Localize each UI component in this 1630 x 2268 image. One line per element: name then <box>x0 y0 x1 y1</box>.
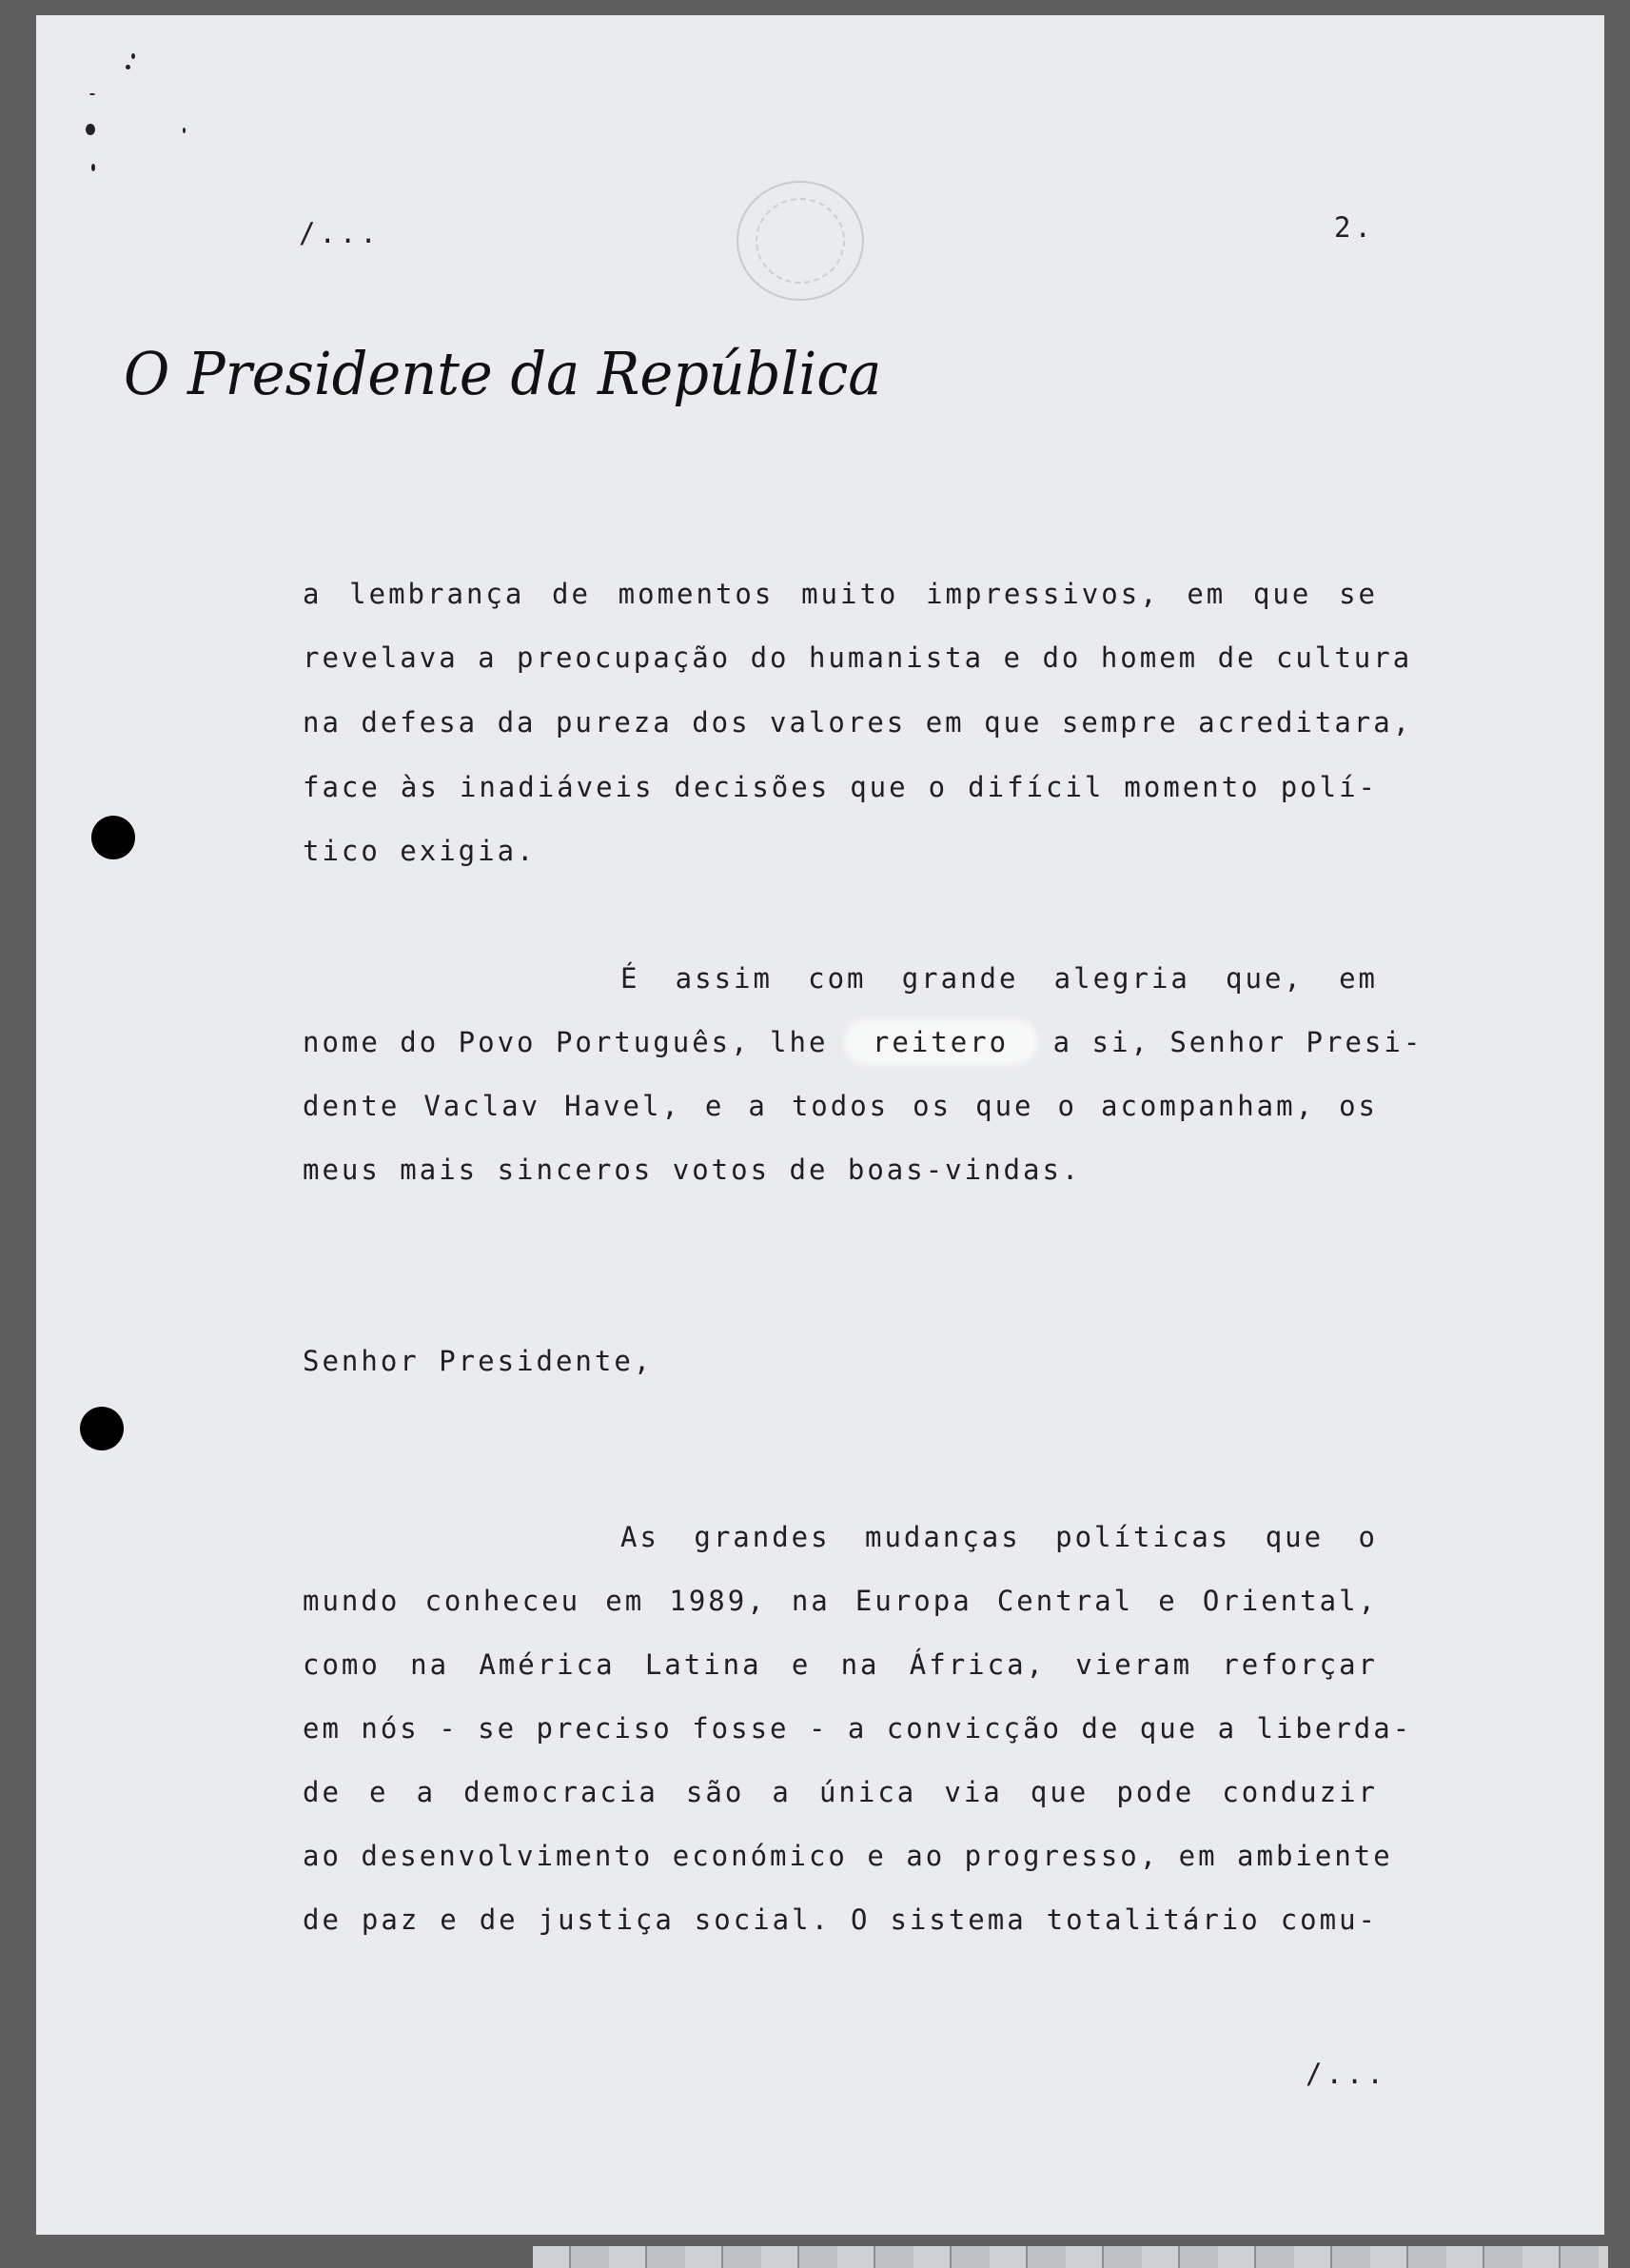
punch-hole-upper <box>91 816 135 859</box>
paragraph1-line: na defesa da pureza dos valores em que sempre acreditara, <box>303 706 1413 739</box>
paragraph2-text-before: nome do Povo Português, lhe <box>303 1026 829 1058</box>
paragraph3-line: de paz e de justiça social. O sistema totalitário comu- <box>303 1903 1378 1936</box>
punch-hole-lower <box>80 1407 124 1450</box>
faded-stamp <box>736 181 864 301</box>
scan-specks <box>63 44 129 187</box>
paragraph1-line: revelava a preocupação do humanista e do homem de cultura <box>303 641 1413 674</box>
paragraph1-line: tico exigia. <box>303 835 537 867</box>
paragraph3-line: como na América Latina e na África, vieram reforçar <box>303 1648 1378 1681</box>
page-number: 2. <box>1334 211 1375 244</box>
header-continuation-mark: /... <box>299 217 381 249</box>
paragraph3-line: As grandes mudanças políticas que o <box>620 1521 1378 1553</box>
paragraph2-line: dente Vaclav Havel, e a todos os que o acompanham, os <box>303 1090 1378 1122</box>
typed-correction: reitero <box>848 1023 1033 1061</box>
paragraph2-line-with-correction <box>303 1023 1424 1061</box>
paragraph3-line: mundo conheceu em 1989, na Europa Central e Oriental, <box>303 1585 1378 1617</box>
footer-continuation-mark: /... <box>1306 2058 1387 2090</box>
scanner-color-strip <box>533 2246 1608 2268</box>
paragraph3-line: de e a democracia são a única via que pode conduzir <box>303 1776 1378 1808</box>
paragraph3-line: ao desenvolvimento económico e ao progresso, em ambiente <box>303 1840 1393 1872</box>
paragraph2-line: meus mais sinceros votos de boas-vindas. <box>303 1154 1082 1186</box>
paragraph3-line: em nós - se preciso fosse - a convicção de que a liberda- <box>303 1712 1413 1745</box>
letterhead-title: O Presidente da República <box>124 339 882 408</box>
paragraph2-text-after: a si, Senhor Presi- <box>1052 1026 1424 1058</box>
paragraph2-line: É assim com grande alegria que, em <box>620 962 1378 995</box>
paragraph1-line: a lembrança de momentos muito impressivos, em que se <box>303 578 1378 610</box>
salutation: Senhor Presidente, <box>303 1345 654 1377</box>
paragraph1-line: face às inadiáveis decisões que o difícil momento polí- <box>303 771 1378 803</box>
